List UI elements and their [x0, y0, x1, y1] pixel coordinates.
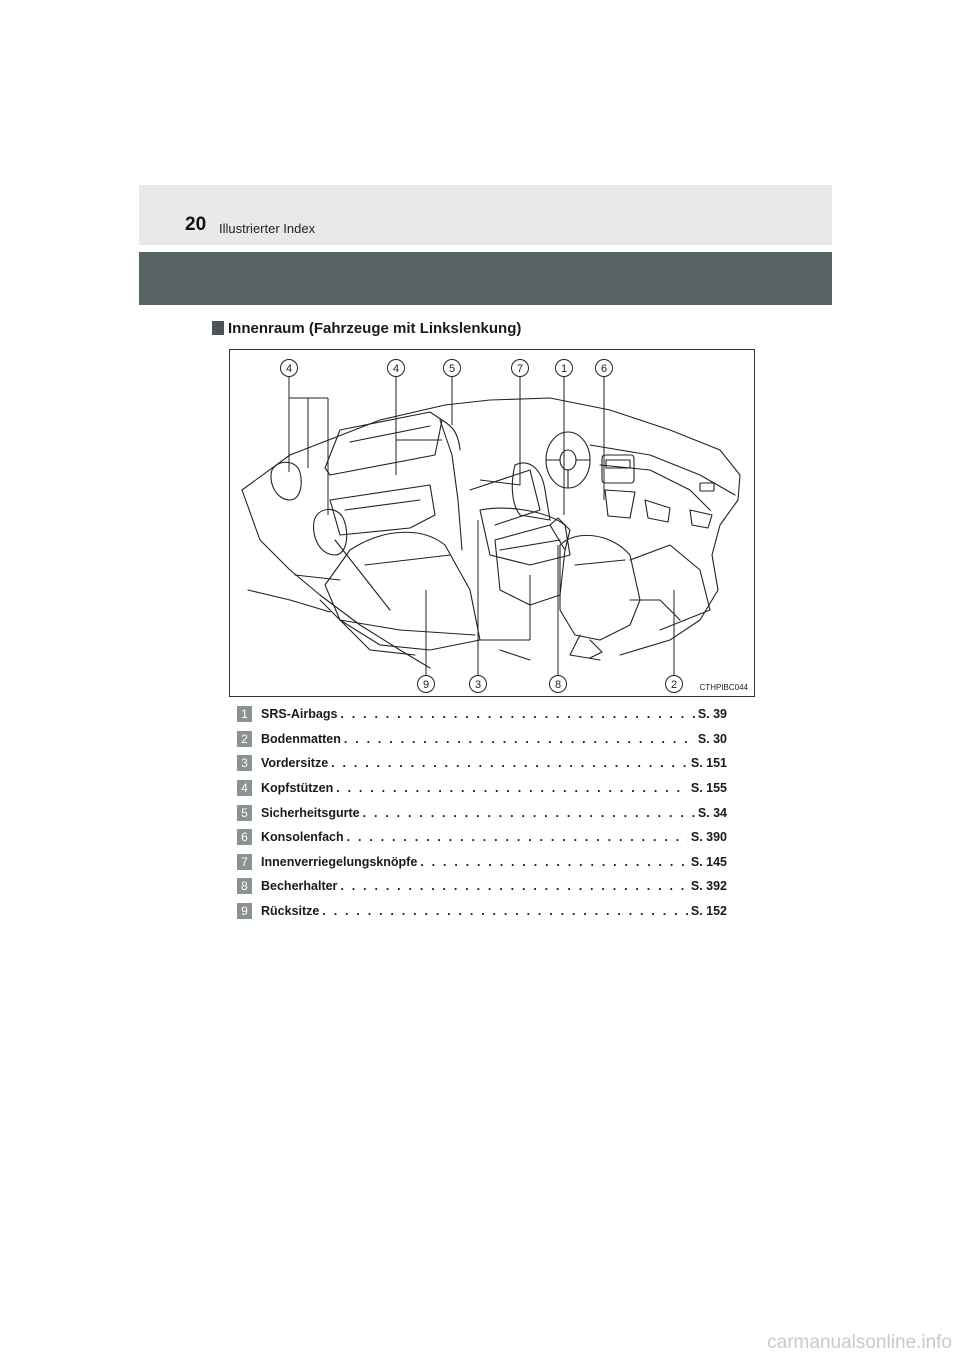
leader-dots: [340, 707, 694, 721]
item-number-badge: 7: [237, 854, 252, 870]
heading-square-icon: [212, 321, 224, 335]
item-label: Kopfstützen: [261, 781, 334, 796]
item-label: Becherhalter: [261, 879, 338, 894]
list-item: [237, 702, 727, 727]
interior-illustration: [229, 349, 755, 697]
item-page-ref[interactable]: S. 155: [690, 781, 727, 796]
list-item: [237, 800, 727, 825]
item-page-ref[interactable]: S. 30: [697, 731, 727, 746]
callout-top-5: 1: [560, 363, 568, 375]
callout-bottom-4: 2: [670, 679, 678, 691]
item-page-ref[interactable]: S. 390: [690, 830, 727, 845]
item-label: Rücksitze: [261, 904, 320, 919]
item-page-ref[interactable]: S. 145: [690, 854, 727, 869]
item-number-badge: 3: [237, 755, 252, 771]
item-number-badge: 6: [237, 829, 252, 845]
item-number-badge: 4: [237, 780, 252, 796]
item-label: Konsolenfach: [261, 830, 344, 845]
list-item: [237, 850, 727, 875]
callout-bottom-1: 9: [422, 679, 430, 691]
list-item: [237, 727, 727, 752]
item-number-badge: 2: [237, 731, 252, 747]
callout-top-4: 7: [516, 363, 524, 375]
callout-bottom-2: 3: [474, 679, 482, 691]
item-page-ref[interactable]: S. 152: [690, 904, 727, 919]
leader-dots: [322, 904, 688, 918]
list-item: [237, 776, 727, 801]
callout-top-1: 4: [285, 363, 293, 375]
item-label: Vordersitze: [261, 756, 329, 771]
callout-top-6: 6: [600, 363, 608, 375]
leader-dots: [420, 855, 688, 869]
site-watermark: carmanualsonline.info: [767, 1332, 952, 1353]
item-number-badge: 8: [237, 878, 252, 894]
leader-dots: [347, 830, 688, 844]
item-page-ref[interactable]: S. 392: [690, 879, 727, 894]
callout-top-2: 4: [392, 363, 400, 375]
page-number: 20: [185, 214, 207, 235]
item-label: SRS-Airbags: [261, 707, 338, 722]
item-page-ref[interactable]: S. 34: [697, 805, 727, 820]
leader-dots: [336, 781, 688, 795]
item-label: Innenverriegelungsknöpfe: [261, 854, 418, 869]
list-item: [237, 899, 727, 924]
figure-code: CTHPIBC044: [699, 683, 748, 692]
callout-bottom-3: 8: [554, 679, 562, 691]
leader-dots: [340, 879, 687, 893]
list-item: [237, 751, 727, 776]
subsection-title: Innenraum (Fahrzeuge mit Linkslenkung): [228, 319, 522, 337]
interior-drawing: [230, 350, 756, 698]
subsection-heading: [212, 318, 521, 338]
leader-dots: [331, 756, 688, 770]
item-label: Sicherheitsgurte: [261, 805, 360, 820]
section-title: Illustrierter Index: [219, 221, 316, 236]
item-number-badge: 9: [237, 903, 252, 919]
item-number-badge: 1: [237, 706, 252, 722]
chapter-banner: [139, 252, 832, 305]
callout-top-3: 5: [448, 363, 456, 375]
item-number-badge: 5: [237, 805, 252, 821]
list-item: [237, 825, 727, 850]
item-page-ref[interactable]: S. 39: [697, 707, 727, 722]
item-page-ref[interactable]: S. 151: [690, 756, 727, 771]
list-item: [237, 874, 727, 899]
leader-dots: [344, 732, 695, 746]
item-label: Bodenmatten: [261, 731, 341, 746]
leader-dots: [363, 806, 695, 820]
index-list: [237, 702, 727, 923]
